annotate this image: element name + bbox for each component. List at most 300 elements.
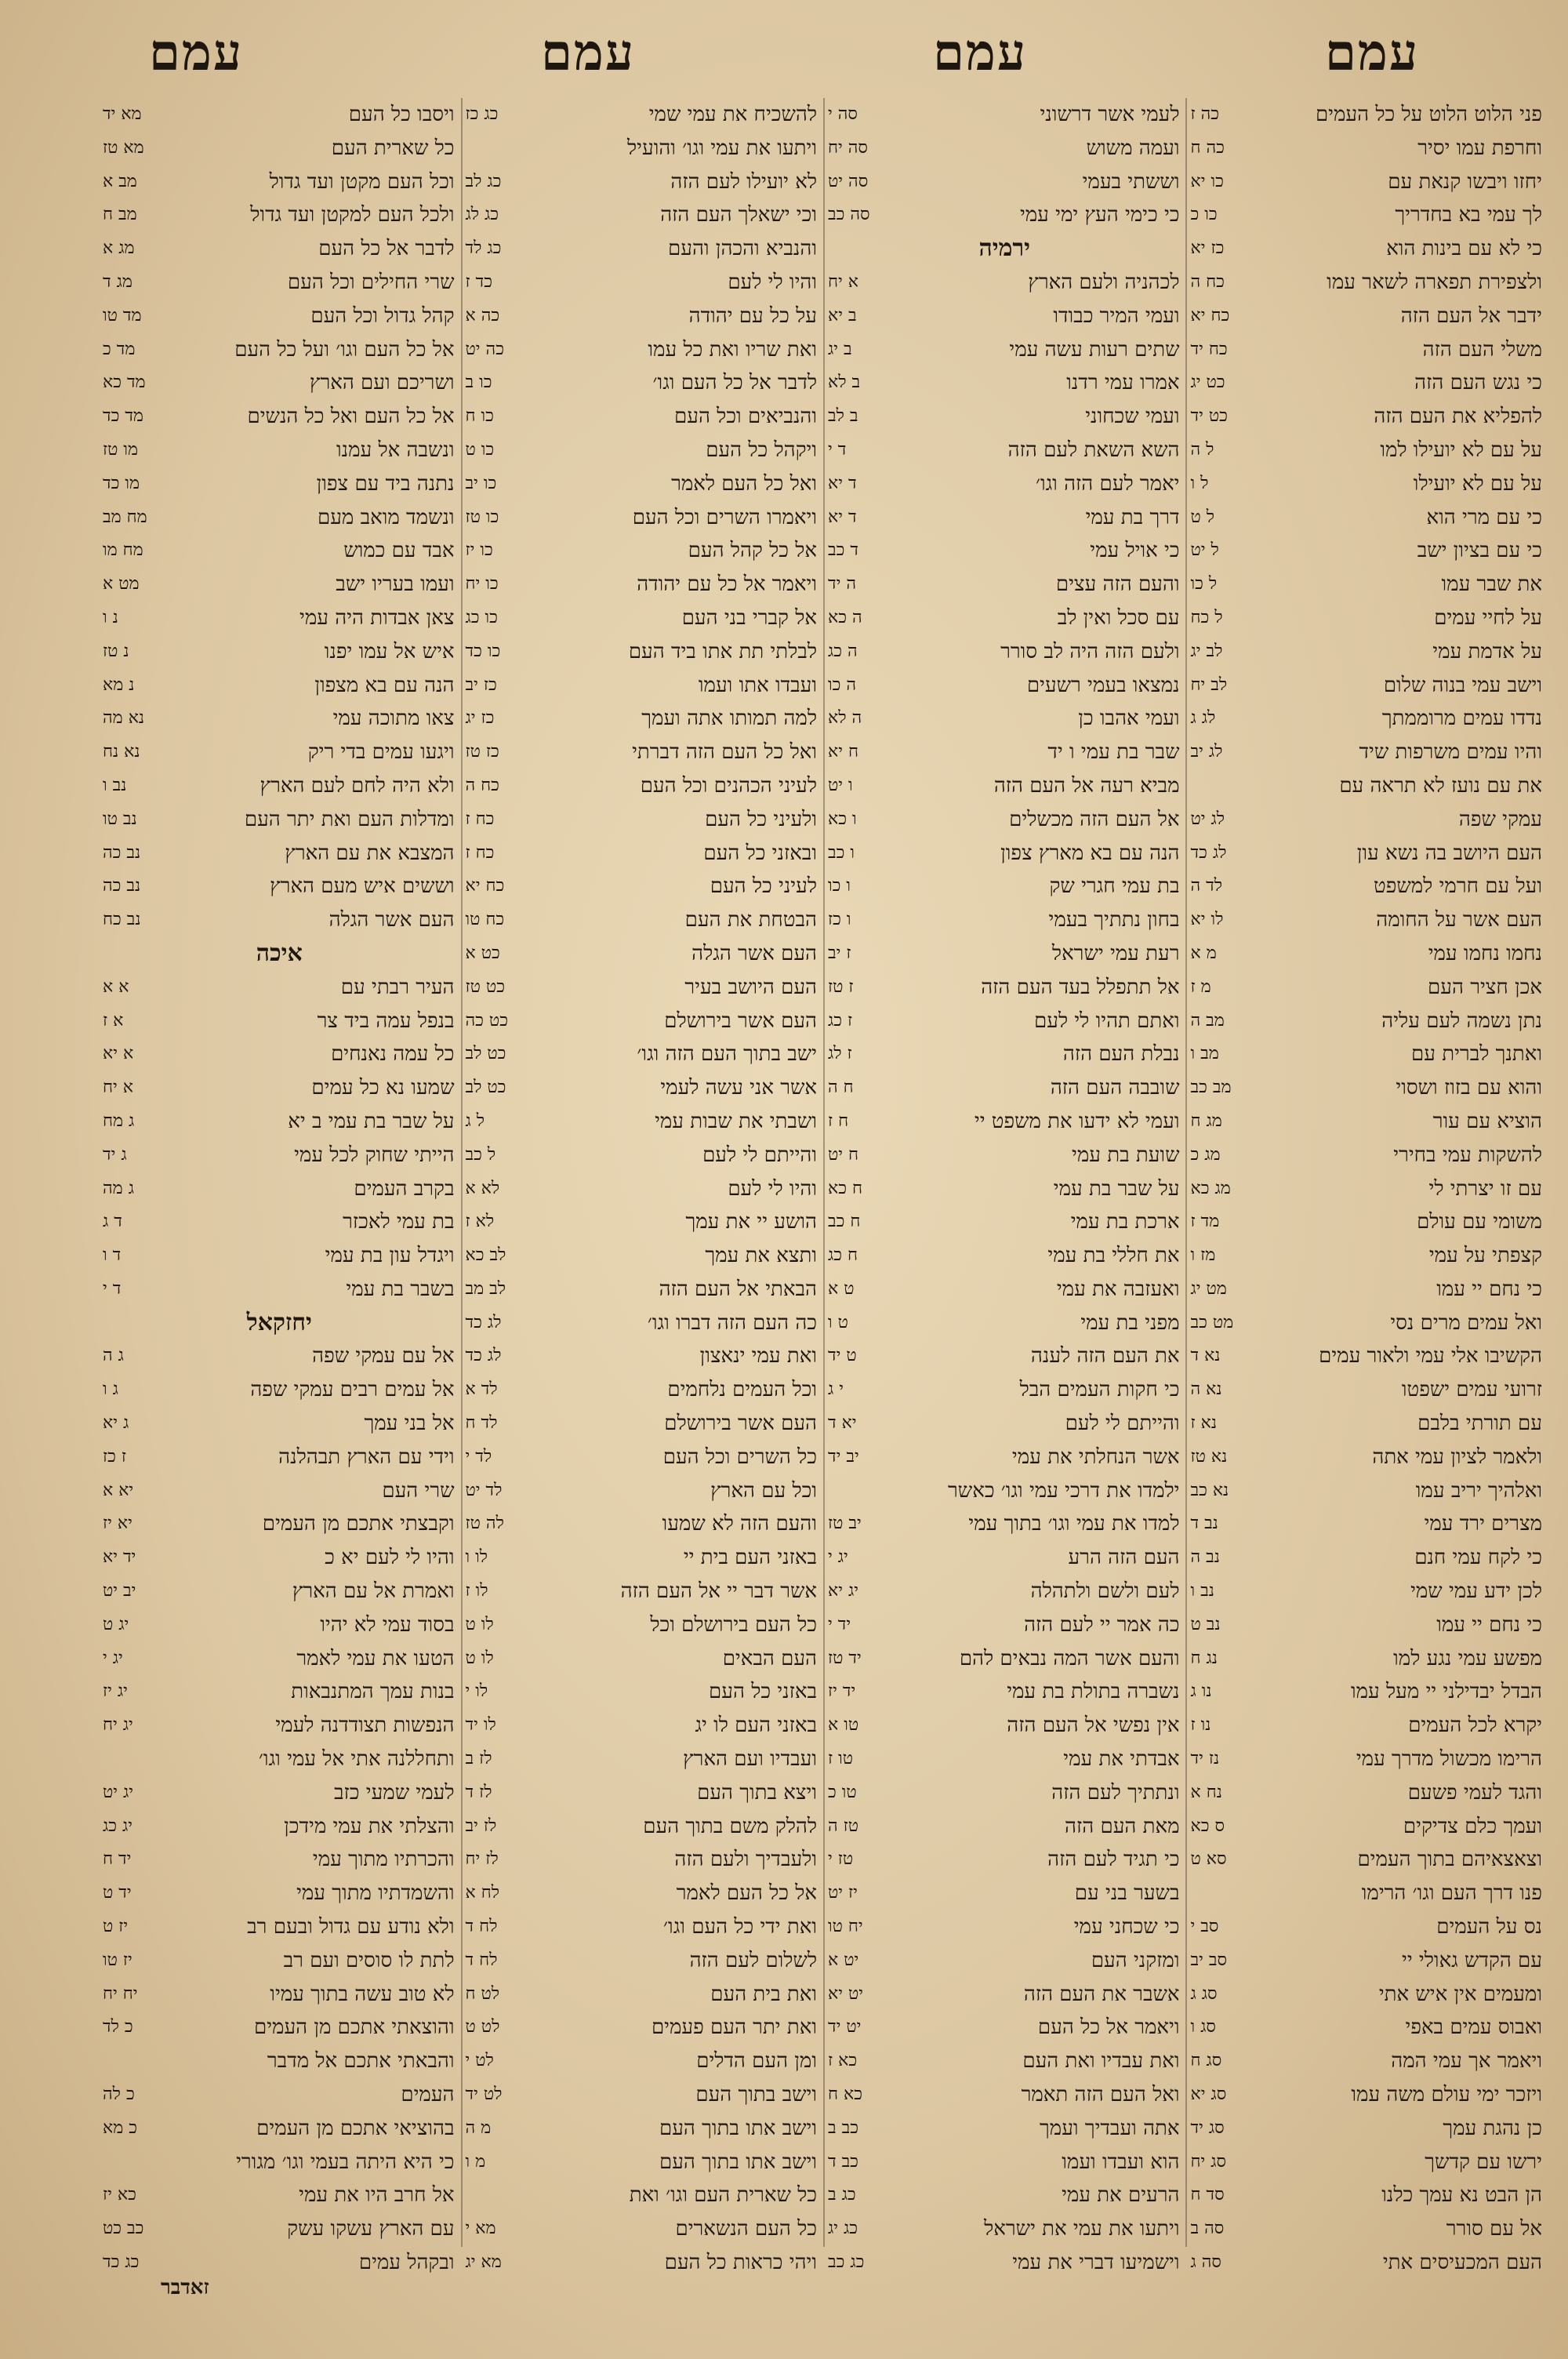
entry-text: להשכיח את עמי שמי	[648, 103, 817, 126]
entry-text: אשר הנחלתי את עמי	[1011, 1445, 1180, 1469]
entry-text: והעם אשר המה נבאים להם	[959, 1646, 1180, 1670]
entry-text: פני הלוט הלוט על כל העמים	[1315, 103, 1542, 126]
entry-reference: מח מב	[103, 507, 147, 527]
entry-text: העם אשר הגלה	[328, 908, 455, 932]
entry-reference: סה ג	[1190, 2252, 1221, 2272]
entry-text: נס על העמים	[1436, 1915, 1542, 1939]
entry-text: והוא עם בזוז ושסוי	[1396, 1076, 1542, 1100]
entry-reference: לא א	[465, 1178, 500, 1198]
entry-text: העמים	[401, 2083, 455, 2107]
entry-text: שתים רעות עשה עמי	[1009, 337, 1180, 362]
entry-text: ולאמר לציון עמי אתה	[1372, 1445, 1542, 1469]
concordance-entry	[461, 1944, 824, 1978]
entry-reference: ה יד	[828, 574, 856, 594]
entry-text: כי כימי העץ ימי עמי	[1019, 203, 1180, 227]
entry-text: ויגדל עון בת עמי	[325, 1244, 455, 1268]
concordance-entry	[823, 2011, 1186, 2045]
concordance-entry	[98, 467, 461, 501]
concordance-entry	[98, 434, 461, 467]
entry-text: לא טוב עשה בתוך עמיו	[270, 1982, 455, 2006]
concordance-entry	[461, 2146, 824, 2179]
entry-reference: כ לד	[103, 2017, 133, 2037]
entry-reference: מא י	[465, 2219, 496, 2239]
entry-reference: כו כד	[465, 641, 501, 661]
concordance-entry	[461, 2112, 824, 2146]
entry-text: ויאמר אל כל עם יהודה	[637, 572, 817, 597]
entry-reference: סג ח	[1190, 2051, 1222, 2071]
entry-reference: ל כב	[465, 1144, 496, 1165]
entry-reference: לט יד	[465, 2085, 503, 2105]
entry-text: ומן העם הדלים	[696, 2049, 817, 2074]
concordance-entry	[1186, 2179, 1549, 2212]
entry-reference: לו יא	[1190, 910, 1224, 930]
entry-reference: כ מא	[103, 2117, 137, 2138]
concordance-entry	[1186, 165, 1549, 199]
entry-reference: מד טו	[103, 305, 142, 325]
entry-text: העם אשר בירושלם	[664, 1009, 817, 1033]
entry-text: והיו לי לעם	[728, 270, 817, 294]
entry-text: עם תורתי בלבם	[1417, 1412, 1542, 1436]
entry-reference: סה יח	[828, 137, 868, 158]
entry-reference: מג כ	[1190, 1144, 1221, 1165]
concordance-entry	[461, 1776, 824, 1810]
entry-reference: א א	[103, 976, 129, 997]
entry-reference: נו ז	[1190, 1715, 1211, 1736]
concordance-entry	[461, 769, 824, 803]
concordance-entry	[461, 602, 824, 635]
entry-reference: יג יא	[828, 1581, 858, 1601]
concordance-entry	[1186, 1743, 1549, 1776]
entry-reference: ח ה	[828, 1078, 854, 1098]
entry-text: וישמיעו דברי את עמי	[1012, 2251, 1180, 2274]
entry-text: זרועי עמים ישפטו	[1401, 1378, 1542, 1402]
entry-text: העיר רבתי עם	[340, 975, 455, 999]
entry-text: שובבה העם הזה	[1050, 1076, 1180, 1100]
entry-text: עם סכל ואין לב	[1057, 605, 1180, 630]
concordance-entry	[1186, 232, 1549, 266]
concordance-entry	[98, 333, 461, 367]
concordance-entry	[98, 1978, 461, 2012]
entry-reference: ב לא	[828, 373, 861, 393]
entry-reference: נא נח	[103, 742, 140, 762]
entry-text: ואל העם הזה תאמר	[1021, 2083, 1180, 2107]
entry-text: העם הבאים	[722, 1646, 817, 1670]
entry-reference: נא מה	[103, 708, 145, 729]
concordance-entry	[461, 266, 824, 300]
entry-text: וששים איש מעם הארץ	[270, 874, 455, 899]
entry-text: עמקי שפה	[1458, 807, 1542, 831]
entry-text: והנביא והכהן והעם	[668, 237, 817, 261]
entry-reference: יז יט	[828, 1883, 858, 1903]
concordance-entry	[1186, 1071, 1549, 1105]
concordance-entry	[461, 1843, 824, 1877]
entry-text: והוצאתי אתכם מן העמים	[253, 2016, 455, 2040]
entry-text: לתת לו סוסים ועם רב	[283, 1948, 455, 1972]
entry-text: הרימו מכשול מדרך עמי	[1356, 1747, 1542, 1772]
book-heading	[823, 232, 1186, 266]
entry-text: נתנה ביד עם צפון	[316, 471, 455, 496]
entry-text: כי תגיד לעם הזה	[1047, 1848, 1180, 1872]
entry-text: אשר אני עשה לעמי	[660, 1076, 817, 1100]
entry-text: להלק משם בתוך העם	[643, 1814, 817, 1838]
entry-reference: יג י	[103, 1648, 123, 1668]
entry-reference: יד יא	[103, 1547, 136, 1568]
concordance-entry	[98, 2011, 461, 2045]
entry-reference: ט ו	[828, 1312, 848, 1332]
entry-text: קצפתי על עמי	[1428, 1244, 1542, 1268]
entry-text: יקרא לכל העמים	[1408, 1714, 1542, 1738]
entry-text: כי עם בציון ישב	[1417, 539, 1542, 563]
concordance-entry	[98, 1709, 461, 1743]
entry-text: לכן ידע עמי שמי	[1410, 1579, 1542, 1604]
entry-reference: נב ט	[1190, 1614, 1221, 1634]
entry-text: נשברה בתולת בת עמי	[1007, 1680, 1180, 1704]
concordance-entry	[461, 1307, 824, 1340]
entry-text: ושריכם ועם הארץ	[309, 371, 455, 395]
concordance-entry	[823, 1205, 1186, 1239]
concordance-entry	[461, 736, 824, 769]
concordance-entry	[1186, 769, 1549, 803]
entry-reference: סג יא	[1190, 2085, 1227, 2105]
entry-reference: מג א	[103, 238, 135, 259]
entry-reference: נב ה	[1190, 1547, 1220, 1568]
entry-text: אתה ועבדיך ועמך	[1040, 2116, 1180, 2140]
concordance-entry	[1186, 1810, 1549, 1844]
entry-text: וכי ישאלך העם הזה	[660, 203, 817, 227]
entry-text: שרי החילים וכל העם	[287, 270, 455, 294]
entry-text: והיו לי לעם	[728, 1176, 817, 1201]
concordance-entry	[1186, 132, 1549, 165]
entry-reference: יח טו	[828, 1917, 863, 1937]
concordance-entry	[1186, 1273, 1549, 1307]
concordance-entry	[823, 602, 1186, 635]
concordance-entry	[98, 1038, 461, 1071]
concordance-entry	[1186, 971, 1549, 1005]
entry-text: והיו לי לעם יא כ	[325, 1546, 455, 1570]
entry-reference: יז ט	[103, 1917, 129, 1937]
entry-reference: ח כב	[828, 1212, 861, 1232]
entry-reference: ד כב	[828, 540, 858, 561]
entry-reference: כח ה	[465, 775, 499, 795]
concordance-entry	[1186, 1239, 1549, 1273]
entry-text: הבטחת את העם	[684, 908, 817, 932]
entry-reference: מב ה	[1190, 1010, 1225, 1030]
entry-text: וחרפת עמו יסיר	[1417, 136, 1542, 160]
entry-text: בשבר בת עמי	[346, 1277, 455, 1301]
entry-reference: יא א	[103, 1480, 134, 1500]
entry-text: כל שארית העם	[331, 136, 455, 160]
entry-text: מפשע עמי נגע למו	[1393, 1646, 1542, 1670]
entry-text: ירמיה	[978, 234, 1030, 263]
entry-text: משומי עם עולם	[1417, 1210, 1542, 1234]
concordance-entry	[98, 702, 461, 736]
entry-reference: כג לג	[465, 205, 499, 225]
entry-reference: מז ו	[1190, 1245, 1216, 1266]
entry-text: איכה	[256, 939, 303, 967]
concordance-entry	[98, 1172, 461, 1206]
entry-text: ולצפירת תפארה לשאר עמו	[1327, 270, 1542, 294]
entry-text: ואבוס עמים באפי	[1405, 2016, 1542, 2040]
concordance-entry	[461, 1005, 824, 1038]
entry-text: כי לא עם בינות הוא	[1386, 237, 1542, 261]
entry-reference: יד י	[828, 1614, 851, 1634]
concordance-entry	[461, 2078, 824, 2112]
concordance-entry	[98, 870, 461, 903]
entry-reference: ג מח	[103, 1110, 135, 1131]
entry-text: וישב אתו בתוך העם	[659, 2116, 817, 2140]
concordance-column	[823, 98, 1186, 2274]
entry-reference: כז יא	[1190, 238, 1225, 259]
concordance-entry	[98, 1407, 461, 1441]
concordance-entry	[98, 803, 461, 837]
concordance-entry	[461, 534, 824, 568]
entry-text: ועבדו אתו ועמו	[698, 673, 817, 697]
concordance-entry	[1186, 1776, 1549, 1810]
entry-text: אל כל העם ואל כל הנשים	[247, 405, 455, 429]
concordance-entry	[461, 434, 824, 467]
entry-text: העם הזה הרע	[1068, 1546, 1180, 1570]
concordance-entry	[98, 669, 461, 703]
concordance-entry	[461, 669, 824, 703]
concordance-entry	[461, 1339, 824, 1373]
entry-reference: כח יא	[1190, 305, 1230, 325]
entry-reference: ה לא	[828, 708, 862, 729]
concordance-entry	[461, 635, 824, 669]
entry-reference: מב כב	[1190, 1078, 1232, 1098]
entry-reference: ב יג	[828, 339, 852, 359]
entry-text: ונתתיך לעם הזה	[1051, 1780, 1180, 1805]
entry-reference: מג ד	[103, 271, 132, 292]
concordance-entry	[823, 1307, 1186, 1340]
concordance-entry	[823, 1743, 1186, 1776]
entry-text: אל תתפלל בעד העם הזה	[981, 975, 1180, 999]
entry-reference: כט לב	[465, 1044, 506, 1064]
entry-reference: כז טז	[465, 742, 499, 762]
entry-text: נתן נשמה לעם עליה	[1381, 1009, 1542, 1033]
entry-reference: לג כד	[465, 1346, 502, 1366]
entry-text: השא השאת לעם הזה	[1007, 438, 1180, 462]
entry-reference: נז יד	[1190, 1749, 1220, 1769]
entry-reference: ז כז	[103, 1446, 127, 1467]
entry-text: ארכת בת עמי	[1070, 1210, 1180, 1234]
entry-text: לשלום לעם הזה	[689, 1948, 817, 1972]
entry-text: באזני העם בית יי	[683, 1546, 817, 1570]
entry-reference: כט יג	[1190, 373, 1225, 393]
entry-reference: כו טז	[465, 507, 499, 527]
entry-text: אל עמים רבים עמקי שפה	[250, 1378, 455, 1402]
entry-text: העם המכעיסים אתי	[1382, 2251, 1542, 2274]
entry-text: ויאמרו השרים וכל העם	[632, 505, 817, 529]
concordance-entry	[1186, 568, 1549, 602]
entry-reference: נ טז	[103, 641, 129, 661]
entry-text: ועמי אהבו כן	[1078, 707, 1180, 731]
entry-reference: ל ה	[1190, 439, 1214, 460]
concordance-entry	[98, 98, 461, 132]
entry-text: בהוציאי אתכם מן העמים	[256, 2116, 455, 2140]
entry-reference: לד י	[465, 1446, 492, 1467]
concordance-entry	[461, 1978, 824, 2012]
entry-text: והגד לעמי פשעם	[1407, 1780, 1542, 1805]
entry-reference: מד כ	[103, 339, 136, 359]
entry-text: על עם לא יועילו למו	[1380, 438, 1542, 462]
concordance-entry	[98, 1273, 461, 1307]
concordance-entry	[1186, 1307, 1549, 1340]
concordance-entry	[461, 300, 824, 333]
concordance-entry	[823, 1843, 1186, 1877]
entry-text: שבר בת עמי ו יד	[1047, 740, 1180, 765]
concordance-entry	[1186, 1205, 1549, 1239]
entry-text: באזני העם לו יג	[695, 1714, 817, 1738]
entry-text: אל עם סורר	[1446, 2217, 1542, 2241]
entry-text: אשר דבר יי אל העם הזה	[620, 1579, 817, 1604]
concordance-entry	[98, 2212, 461, 2246]
entry-text: ויצא בתוך העם	[697, 1780, 817, 1805]
entry-text: ואת עמי ינאצון	[699, 1344, 817, 1369]
entry-reference: נא ז	[1190, 1413, 1217, 1434]
entry-text: ואת ידי כל העם וגו׳	[663, 1915, 817, 1939]
entry-text: כי לקח עמי חנם	[1414, 1546, 1542, 1570]
concordance-entry	[98, 266, 461, 300]
entry-reference: מא יג	[465, 2252, 502, 2272]
entry-reference: ל כו	[1190, 574, 1218, 594]
concordance-entry	[461, 1507, 824, 1541]
entry-text: כה העם הזה דברו וגו׳	[647, 1310, 817, 1335]
entry-reference: כו כ	[1190, 205, 1218, 225]
entry-text: ולא היה לחם לעם הארץ	[260, 773, 455, 798]
concordance-entry	[1186, 198, 1549, 232]
entry-text: מצרים ירד עמי	[1424, 1512, 1542, 1536]
entry-text: המצבא את עם הארץ	[285, 841, 455, 865]
concordance-entry	[98, 1239, 461, 1273]
concordance-entry	[98, 1441, 461, 1474]
entry-text: הנפשות תצודדנה לעמי	[275, 1714, 455, 1738]
entry-text: ושבתי את שבות עמי	[655, 1109, 817, 1133]
entry-reference: ה כו	[828, 674, 857, 695]
concordance-entry	[823, 937, 1186, 971]
concordance-entry	[461, 1642, 824, 1676]
entry-text: על כל עם יהודה	[688, 304, 817, 328]
entry-text: ידבר אל העם הזה	[1400, 304, 1542, 328]
entry-text: ילמדו את דרכי עמי וגו׳ כאשר	[948, 1478, 1180, 1503]
concordance-entry	[1186, 1910, 1549, 1944]
concordance-entry	[1186, 2246, 1549, 2280]
concordance-entry	[461, 165, 824, 199]
concordance-entry	[823, 769, 1186, 803]
entry-text: ועמו בעריו ישב	[336, 572, 455, 597]
entry-reference: לה טז	[465, 1514, 504, 1534]
entry-text: וכל העם מקטן ועד גדול	[269, 169, 455, 194]
entry-reference: נב ד	[1190, 1514, 1218, 1534]
concordance-entry	[461, 1541, 824, 1575]
entry-text: והיו עמים משרפות שיד	[1359, 740, 1542, 765]
entry-text: העם אשר על החומה	[1376, 908, 1542, 932]
concordance-entry	[823, 1038, 1186, 1071]
concordance-entry	[98, 1776, 461, 1810]
entry-text: עם הארץ עשקו עשק	[287, 2217, 455, 2241]
entry-text: הבאתי אל העם הזה	[659, 1277, 817, 1301]
entry-text: העם היושב בה נשא עון	[1356, 841, 1542, 865]
concordance-entry	[98, 1507, 461, 1541]
entry-reference: כג לב	[465, 171, 502, 191]
entry-reference: כב כט	[103, 2219, 144, 2239]
entry-reference: כז יג	[465, 708, 495, 729]
concordance-entry	[823, 2246, 1186, 2280]
entry-text: ועמך כלם צדיקים	[1403, 1814, 1542, 1838]
concordance-entry	[461, 2179, 824, 2212]
entry-reference: מו כד	[103, 473, 140, 493]
entry-reference: לב כא	[465, 1245, 506, 1266]
entry-text: כי עם מרי הוא	[1426, 505, 1542, 529]
entry-text: בנות עמך המתנבאות	[291, 1680, 455, 1704]
concordance-entry	[1186, 434, 1549, 467]
entry-text: ויגעו עמים בדי ריק	[307, 740, 455, 765]
concordance-entry	[823, 803, 1186, 837]
entry-reference: סב י	[1190, 1917, 1219, 1937]
concordance-entry	[1186, 1608, 1549, 1642]
entry-text: לך עמי בא בחדריך	[1395, 203, 1542, 227]
concordance-entry	[461, 1910, 824, 1944]
book-heading	[98, 1307, 461, 1340]
concordance-entry	[1186, 98, 1549, 132]
entry-reference: יד יז	[828, 1681, 856, 1702]
entry-reference: לג יט	[1190, 809, 1225, 829]
concordance-entry	[98, 1608, 461, 1642]
entry-text: בחון נתתיך בעמי	[1048, 908, 1180, 932]
entry-reference: ל כח	[1190, 607, 1223, 627]
entry-reference: מד ז	[1190, 1212, 1220, 1232]
concordance-entry	[461, 467, 824, 501]
entry-text: ועמה משוש	[1086, 136, 1180, 160]
entry-text: על לחיי עמים	[1434, 605, 1542, 630]
concordance-entry	[461, 1273, 824, 1307]
concordance-entry	[823, 2045, 1186, 2078]
concordance-entry	[823, 1105, 1186, 1139]
concordance-entry	[1186, 300, 1549, 333]
concordance-entry	[461, 1239, 824, 1273]
concordance-entry	[98, 534, 461, 568]
entry-text: ועמי המיר כבודו	[1053, 304, 1180, 328]
concordance-entry	[98, 903, 461, 937]
entry-reference: כח יד	[1190, 339, 1228, 359]
concordance-entry	[1186, 534, 1549, 568]
entry-reference: א יח	[103, 1078, 133, 1098]
entry-text: בת עמי חגרי שק	[1049, 874, 1180, 899]
entry-text: אל כל קהל העם	[688, 539, 817, 563]
concordance-entry	[1186, 1373, 1549, 1407]
entry-text: כי חקות העמים הבל	[1019, 1378, 1180, 1402]
concordance-entry	[1186, 366, 1549, 400]
entry-text: ולעם הזה היה לב סורר	[1000, 639, 1180, 663]
entry-reference: נ ו	[103, 607, 118, 627]
entry-reference: לו ז	[465, 1581, 488, 1601]
concordance-entry	[98, 635, 461, 669]
concordance-entry	[1186, 467, 1549, 501]
entry-reference: יג יט	[103, 1782, 134, 1802]
concordance-entry	[461, 232, 824, 266]
entry-text: משלי העם הזה	[1422, 337, 1542, 362]
concordance-entry	[461, 400, 824, 434]
entry-text: ויאמר אל כל העם	[1037, 2016, 1180, 2040]
entry-text: שמעו נא כל עמים	[311, 1076, 455, 1100]
entry-reference: לג ג	[1190, 708, 1216, 729]
entry-reference: ס כא	[1190, 1816, 1225, 1836]
entry-reference: לו ו	[465, 1547, 488, 1568]
entry-text: לעם ולשם ולתהלה	[1030, 1579, 1180, 1604]
entry-text: ובאזני כל העם	[703, 841, 817, 865]
entry-reference: לו יד	[465, 1715, 496, 1736]
entry-text: לבלתי תת אתו ביד העם	[628, 639, 817, 663]
entry-reference: מד כא	[103, 373, 146, 393]
